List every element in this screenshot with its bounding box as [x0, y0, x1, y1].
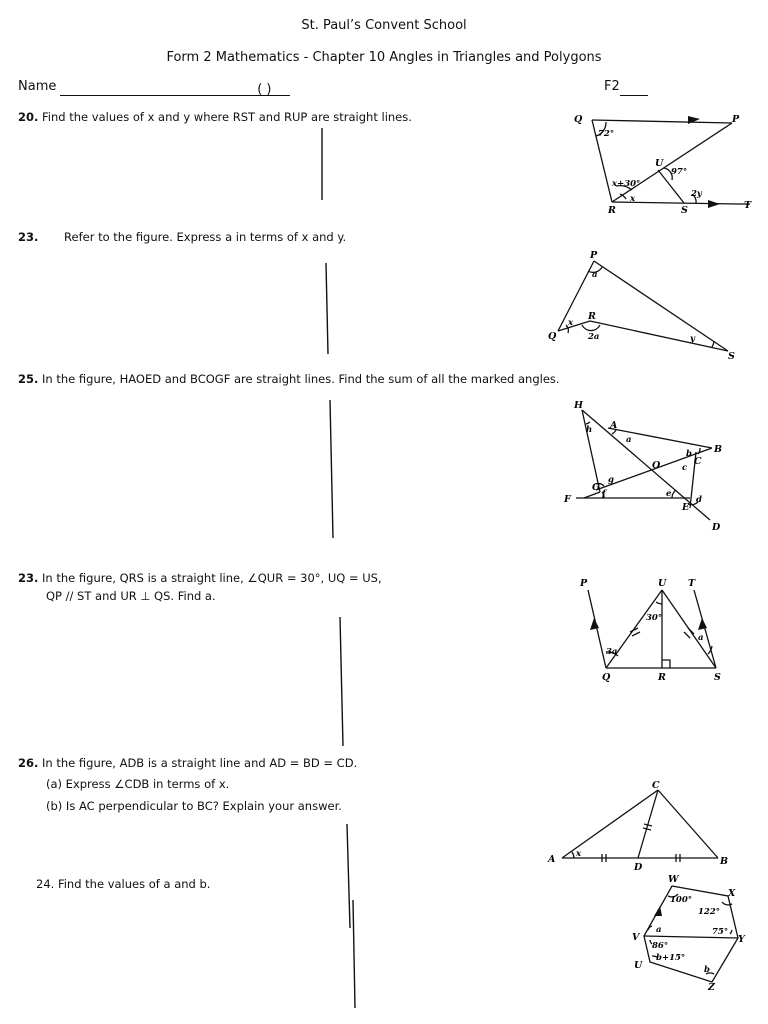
point-label: F	[564, 494, 571, 505]
angle-label: 3a	[606, 647, 618, 657]
angle-label: x+30°	[612, 179, 641, 189]
question-text-line-1: In the figure, QRS is a straight line, ∠QUR = 30°, UQ = US,	[42, 571, 382, 585]
name-label: Name	[18, 79, 57, 94]
point-label: S	[681, 205, 688, 216]
angle-label: g	[608, 475, 614, 485]
point-label: T	[744, 200, 752, 211]
angle-label: 86°	[652, 941, 669, 951]
angle-label: b	[686, 449, 692, 459]
point-label: A	[548, 854, 556, 865]
point-label: X	[728, 888, 736, 899]
question-number: 24.	[36, 877, 55, 891]
question-number: 20.	[18, 110, 39, 124]
class-number-field[interactable]: ( )	[238, 81, 290, 96]
point-label: H	[574, 400, 583, 411]
point-label: Y	[738, 934, 745, 945]
point-label: G	[592, 482, 601, 493]
angle-label: x	[630, 194, 636, 204]
angle-label: h	[586, 425, 593, 435]
figure-q26	[540, 778, 760, 873]
angle-label: x	[568, 318, 574, 328]
angle-label: a	[592, 270, 598, 280]
question-text-line-1: In the figure, ADB is a straight line and AD = BD = CD.	[42, 756, 358, 770]
point-label: A	[610, 420, 618, 431]
point-label: S	[714, 672, 721, 683]
point-label: P	[732, 114, 740, 125]
point-label: T	[688, 578, 696, 589]
divider-line	[340, 617, 343, 746]
angle-label: c	[682, 463, 688, 473]
question-number: 26.	[18, 756, 39, 770]
point-label: R	[588, 311, 596, 322]
divider-line	[330, 400, 333, 538]
angle-label: x	[576, 849, 582, 859]
question-text-line-2: QP // ST and UR ⊥ QS. Find a.	[46, 589, 216, 603]
angle-label: 72°	[598, 129, 615, 139]
question-number: 23.	[18, 230, 39, 244]
angle-label: e	[666, 489, 672, 499]
angle-label: 97°	[671, 167, 688, 177]
point-label: U	[658, 578, 667, 589]
question-text: In the figure, HAOED and BCOGF are straight lines. Find the sum of all the marked angles.	[42, 372, 560, 386]
point-label: Q	[602, 672, 611, 683]
point-label: Q	[548, 331, 557, 342]
point-label: B	[720, 856, 729, 867]
angle-label: 2y	[691, 189, 702, 199]
class-label: F2	[604, 79, 620, 94]
point-label: Q	[574, 114, 583, 125]
figure-q23b	[570, 576, 740, 686]
point-label: B	[714, 444, 723, 455]
angle-label: 30°	[646, 613, 663, 623]
angle-label: 2a	[588, 332, 600, 342]
question-number: 25.	[18, 372, 39, 386]
point-label: D	[634, 862, 643, 873]
school-title: St. Paul’s Convent School	[301, 18, 467, 33]
angle-label: 75°	[712, 927, 729, 937]
divider-line	[347, 824, 350, 928]
point-label: U	[655, 158, 664, 169]
point-label: C	[652, 780, 660, 791]
question-text: Refer to the figure. Express a in terms of x and y.	[64, 230, 347, 244]
point-label: O	[652, 460, 661, 471]
question-26-part-b: (b) Is AC perpendicular to BC? Explain your answer.	[46, 799, 342, 813]
angle-label: y	[690, 334, 695, 344]
figure-q20	[560, 108, 760, 218]
point-label: U	[634, 960, 643, 971]
question-text: Find the values of a and b.	[57, 877, 211, 891]
point-label: R	[658, 672, 666, 683]
angle-label: 122°	[698, 907, 720, 917]
divider-line	[353, 900, 355, 1008]
angle-label: b+15°	[656, 953, 686, 963]
point-label: Z	[708, 982, 715, 993]
point-label: R	[608, 205, 616, 216]
point-label: P	[590, 250, 598, 261]
angle-label: b	[704, 965, 710, 975]
angle-label: a	[698, 633, 704, 643]
angle-label: a	[626, 435, 632, 445]
point-label: W	[668, 874, 679, 885]
point-label: S	[728, 351, 735, 360]
divider-line	[326, 263, 328, 354]
angle-label: 100°	[670, 895, 692, 905]
worksheet-subtitle: Form 2 Mathematics - Chapter 10 Angles in Triangles and Polygons	[166, 50, 602, 65]
question-number: 23.	[18, 571, 39, 585]
angle-label: d	[696, 495, 702, 505]
point-label: E	[682, 502, 690, 513]
angle-label: f	[602, 489, 606, 499]
point-label: D	[712, 522, 721, 533]
point-label: P	[580, 578, 588, 589]
figure-q23a	[540, 245, 740, 360]
point-label: C	[694, 456, 702, 467]
point-label: V	[632, 932, 640, 943]
figure-q25	[560, 398, 760, 538]
angle-label: a	[656, 925, 662, 935]
figure-q24	[626, 874, 756, 994]
question-26-part-a: (a) Express ∠CDB in terms of x.	[46, 777, 230, 791]
question-text: Find the values of x and y where RST and RUP are straight lines.	[42, 110, 412, 124]
